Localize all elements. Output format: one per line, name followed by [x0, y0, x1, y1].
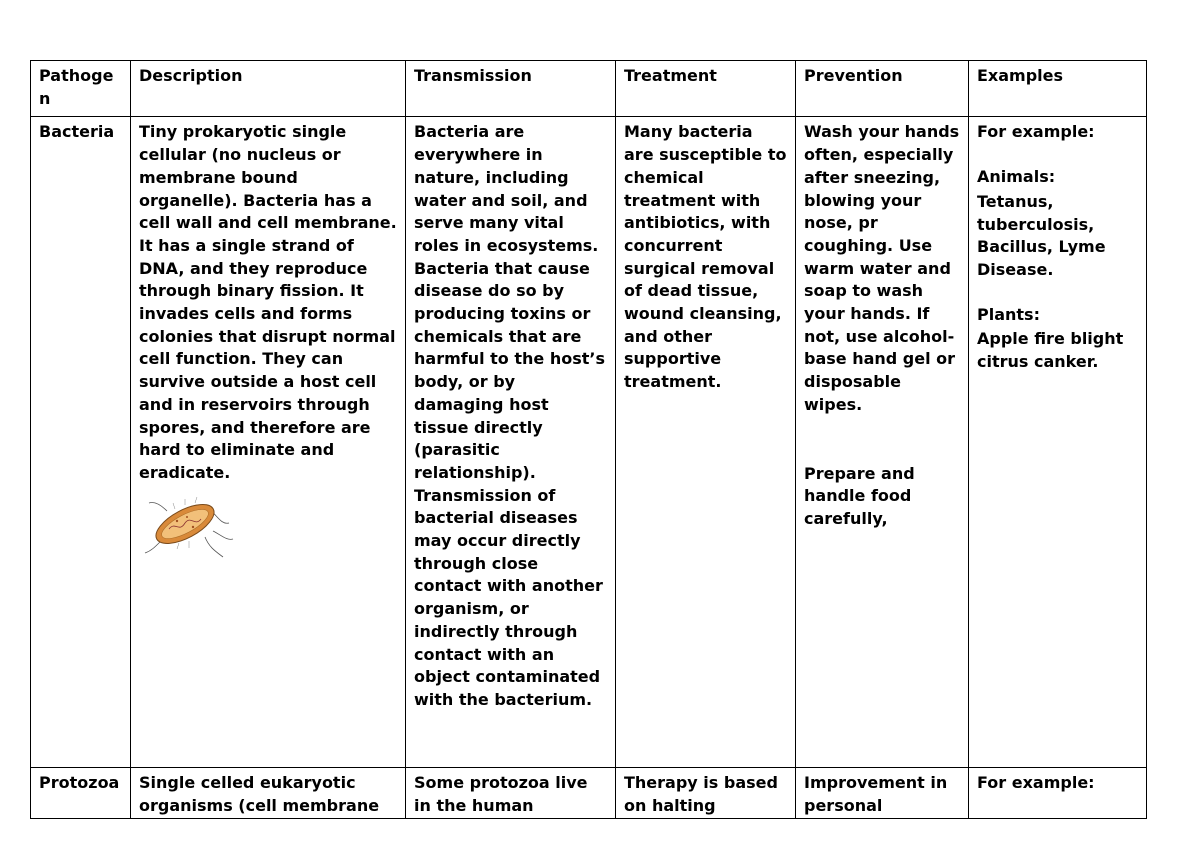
- pathogen-table: [30, 60, 1147, 819]
- cell-treatment: Many bacteria are susceptible to chemical treatment with antibiotics, with concurrent surgical removal of dead tissue, wound cleansing, and other supportive treatment.: [616, 117, 796, 768]
- cell-description: [131, 117, 406, 768]
- examples-plants-label: Plants:: [977, 304, 1040, 324]
- cell-prevention: Improvement in personal: [796, 768, 969, 818]
- header-transmission: Transmission: [406, 61, 616, 117]
- examples-intro: For example:: [977, 122, 1095, 142]
- spacer: [977, 144, 1138, 166]
- header-prevention: Prevention: [796, 61, 969, 117]
- spacer: [804, 417, 960, 463]
- cell-treatment: Therapy is based on halting: [616, 768, 796, 818]
- cell-pathogen: Bacteria: [31, 117, 131, 768]
- bacterium-diagram: [139, 491, 235, 563]
- examples-animals: Tetanus, tuberculosis, Bacillus, Lyme Disease.: [977, 191, 1106, 279]
- header-pathogen: Pathogen: [31, 61, 131, 117]
- table-row: [31, 768, 1147, 818]
- cell-examples: For example:: [969, 768, 1147, 818]
- header-description: Description: [131, 61, 406, 117]
- table-header-row: [31, 61, 1147, 117]
- prevention-food: Prepare and handle food carefully,: [804, 463, 915, 528]
- cell-transmission: Bacteria are everywhere in nature, including water and soil, and serve many vital roles in ecosystems. Bacteria that cause disease do so by producing toxins or chemicals that are harmful to the host’s body, or by damaging host tissue directly (parasitic relationship). Transmission of bacterial diseases may occur directly through close contact with another organism, or indirectly through contact with an object contaminated with the bacterium.: [406, 117, 616, 768]
- cell-prevention: [796, 117, 969, 768]
- examples-plants: Apple fire blight citrus canker.: [977, 329, 1124, 372]
- examples-animals-label: Animals:: [977, 167, 1056, 187]
- header-examples: Examples: [969, 61, 1147, 117]
- cell-pathogen: Protozoa: [31, 768, 131, 818]
- spacer: [977, 282, 1138, 304]
- cell-transmission: Some protozoa live in the human: [406, 768, 616, 818]
- prevention-handwashing: Wash your hands often, especially after sneezing, blowing your nose, pr coughing. Use warm water and soap to wash your hands. If not, use alcohol-base hand gel or disposable wipes.: [804, 122, 960, 414]
- cell-examples: [969, 117, 1147, 768]
- table-row: [31, 117, 1147, 768]
- description-text: Tiny prokaryotic single cellular (no nucleus or membrane bound organelle). Bacteria has a cell wall and cell membrane. It has a single strand of DNA, and they reproduce through binary fission. It invades cells and forms colonies that disrupt normal cell function. They can survive outside a host cell and in reservoirs through spores, and therefore are hard to eliminate and eradicate.: [139, 122, 397, 482]
- cell-description: Single celled eukaryotic organisms (cell membrane: [131, 768, 406, 818]
- header-treatment: Treatment: [616, 61, 796, 117]
